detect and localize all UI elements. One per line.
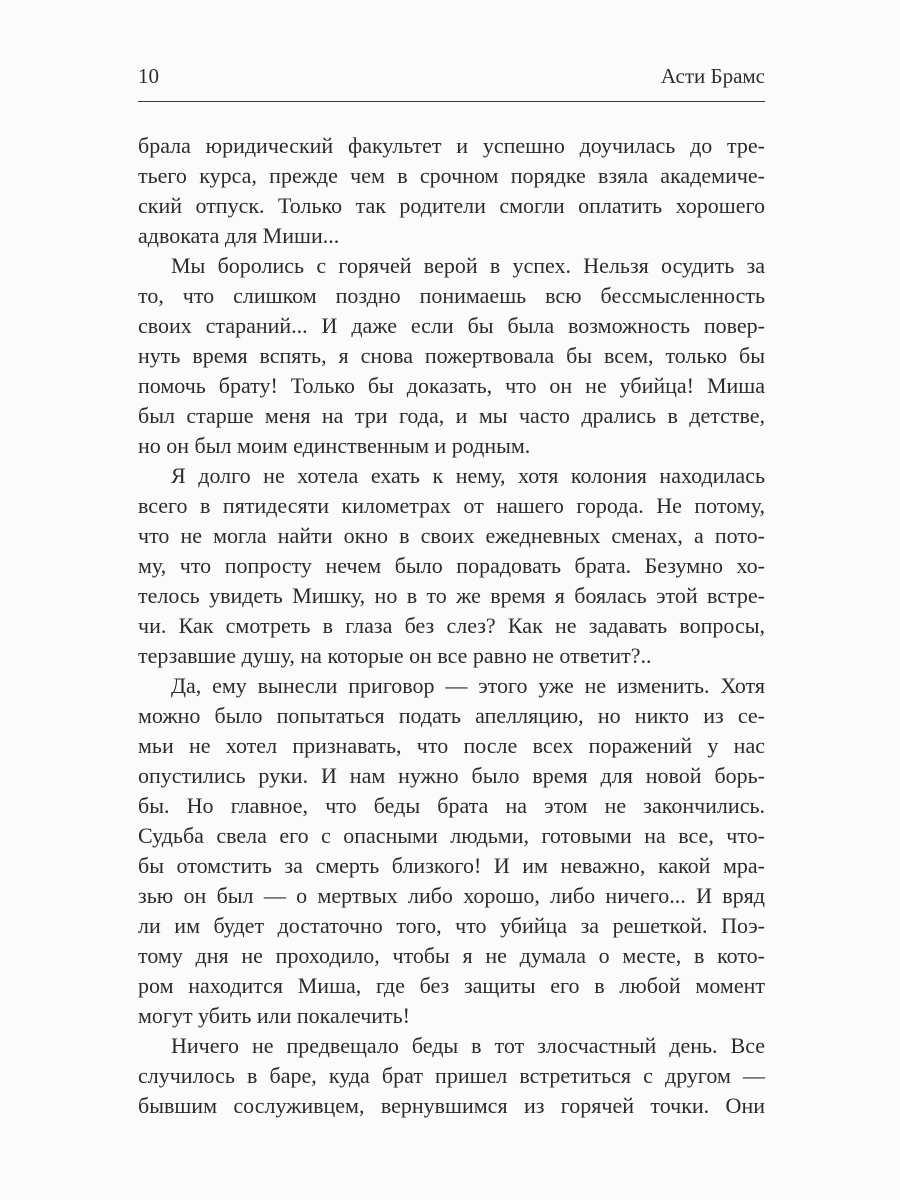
page-header [138, 64, 765, 88]
text-line: своих стараний... И даже если бы была возможность повер- [138, 313, 765, 338]
text-line: могут убить или покалечить! [138, 1003, 411, 1028]
text-line: ли им будет достаточно того, что убийца за решеткой. Поэ- [138, 913, 765, 938]
text-line: бы отомстить за смерть близкого! И им неважно, какой мра- [138, 853, 765, 878]
text-line: мьи не хотел признавать, что после всех поражений у нас [138, 733, 765, 758]
running-head-author: Асти Брамс [660, 64, 765, 88]
text-line: случилось в баре, куда брат пришел встретиться с другом — [138, 1063, 765, 1088]
header-rule [138, 101, 765, 102]
text-line: ром находится Миша, где без защиты его в любой момент [138, 973, 765, 998]
paragraph [138, 671, 765, 1031]
text-line: всего в пятидесяти километрах от нашего города. Не потому, [138, 493, 765, 518]
text-line: бы. Но главное, что беды брата на этом не закончились. [138, 793, 765, 818]
text-line: ский отпуск. Только так родители смогли оплатить хорошего [138, 193, 765, 218]
text-line: но он был моим единственным и родным. [138, 433, 531, 458]
page-number: 10 [138, 64, 159, 88]
text-line: брала юридический факультет и успешно доучилась до тре- [138, 133, 765, 158]
text-line: нуть время вспять, я снова пожертвовала бы всем, только бы [138, 343, 765, 368]
text-line: зью он был — о мертвых либо хорошо, либо ничего... И вряд [138, 883, 765, 908]
text-line: Мы боролись с горячей верой в успех. Нельзя осудить за [171, 253, 765, 278]
text-line: чи. Как смотреть в глаза без слез? Как не задавать вопросы, [138, 613, 765, 638]
text-block [138, 131, 765, 1121]
text-line: терзавшие душу, на которые он все равно не ответит?.. [138, 643, 652, 668]
paragraph [138, 131, 765, 251]
paragraph [138, 1031, 765, 1121]
paragraph [138, 461, 765, 671]
text-line: можно было попытаться подать апелляцию, но никто из се- [138, 703, 765, 728]
text-line: адвоката для Миши... [138, 223, 340, 248]
text-line: тому дня не проходило, чтобы я не думала о месте, в кото- [138, 943, 765, 968]
text-line: му, что попросту нечем было порадовать брата. Безумно хо- [138, 553, 765, 578]
paragraph [138, 251, 765, 461]
text-line: что не могла найти окно в своих ежедневных сменах, а пото- [138, 523, 765, 548]
text-line: помочь брату! Только бы доказать, что он не убийца! Миша [138, 373, 765, 398]
text-line: телось увидеть Мишку, но в то же время я боялась этой встре- [138, 583, 765, 608]
text-line: бывшим сослуживцем, вернувшимся из горячей точки. Они [138, 1093, 765, 1118]
text-line: Судьба свела его с опасными людьми, готовыми на все, что- [138, 823, 765, 848]
text-line: Ничего не предвещало беды в тот злосчастный день. Все [171, 1033, 765, 1058]
text-line: то, что слишком поздно понимаешь всю бессмысленность [138, 283, 765, 308]
text-line: Да, ему вынесли приговор — этого уже не изменить. Хотя [171, 673, 765, 698]
text-line: опустились руки. И нам нужно было время для новой борь- [138, 763, 765, 788]
text-line: был старше меня на три года, и мы часто дрались в детстве, [138, 403, 765, 428]
text-line: тьего курса, прежде чем в срочном порядке взяла академиче- [138, 163, 765, 188]
text-line: Я долго не хотела ехать к нему, хотя колония находилась [171, 463, 765, 488]
